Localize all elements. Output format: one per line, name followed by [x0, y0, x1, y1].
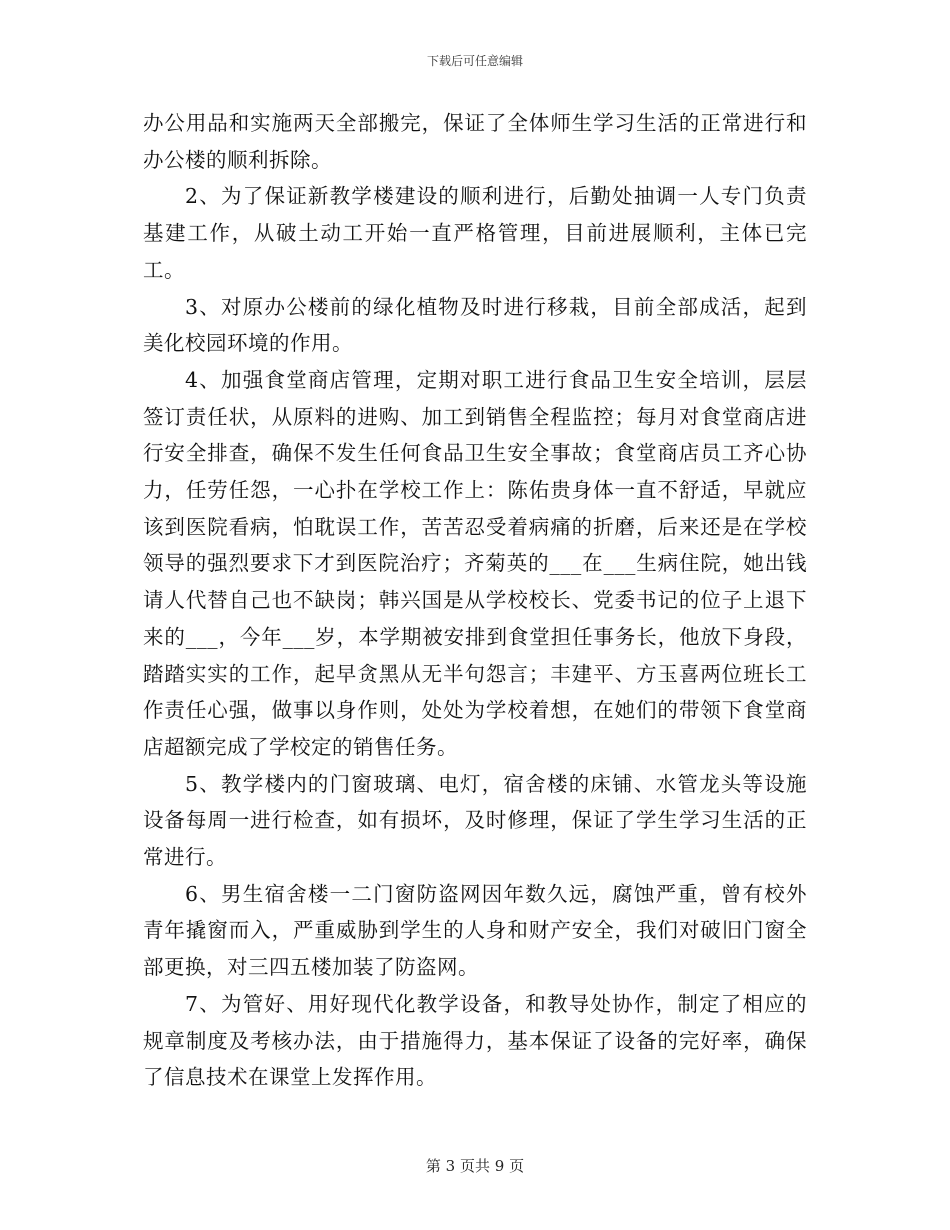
- paragraph-item-2: 2、为了保证新教学楼建设的顺利进行，后勤处抽调一人专门负责基建工作，从破土动工开始一直严格管理，目前进展顺利，主体已完工。: [143, 184, 807, 282]
- paragraph-item-5: 5、教学楼内的门窗玻璃、电灯，宿舍楼的床铺、水管龙头等设施设备每周一进行检查，如有损坏，及时修理，保证了学生学习生活的正常进行。: [143, 771, 807, 870]
- page-header: 下载后可任意编辑: [426, 54, 523, 68]
- paragraph-item-6: 6、男生宿舍楼一二门窗防盗网因年数久远，腐蚀严重，曾有校外青年撬窗而入，严重威胁到学生的人身和财产安全，我们对破旧门窗全部更换，对三四五楼加装了防盗网。: [143, 881, 807, 980]
- page-footer: 第 3 页共 9 页: [425, 1157, 525, 1175]
- document-body: [143, 105, 807, 1096]
- paragraph-continuation: 办公用品和实施两天全部搬完，保证了全体师生学习生活的正常进行和办公楼的顺利拆除。: [143, 111, 807, 172]
- paragraph-item-4: 4、加强食堂商店管理，定期对职工进行食品卫生安全培训，层层签订责任状，从原料的进购、加工到销售全程监控；每月对食堂商店进行安全排查，确保不发生任何食品卫生安全事故；食堂商店员工齐心协力，任劳任怨，一心扑在学校工作上：陈佑贵身体一直不舒适，早就应该到医院看病，怕耽误工作，苦苦忍受着病痛的折磨，后来还是在学校领导的强烈要求下才到医院治疗；齐菊英的___在___生病住院，她出钱请人代替自己也不缺岗；韩兴国是从学校校长、党委书记的位子上退下来的___，今年___岁，本学期被安排到食堂担任事务长，他放下身段，踏踏实实的工作，起早贪黑从无半句怨言；丰建平、方玉喜两位班长工作责任心强，做事以身作则，处处为学校着想，在她们的带领下食堂商店超额完成了学校定的销售任务。: [143, 367, 807, 759]
- paragraph-item-3: 3、对原办公楼前的绿化植物及时进行移栽，目前全部成活，起到美化校园环境的作用。: [143, 294, 807, 356]
- paragraph-item-7: 7、为管好、用好现代化教学设备，和教导处协作，制定了相应的规章制度及考核办法，由于措施得力，基本保证了设备的完好率，确保了信息技术在课堂上发挥作用。: [143, 991, 807, 1090]
